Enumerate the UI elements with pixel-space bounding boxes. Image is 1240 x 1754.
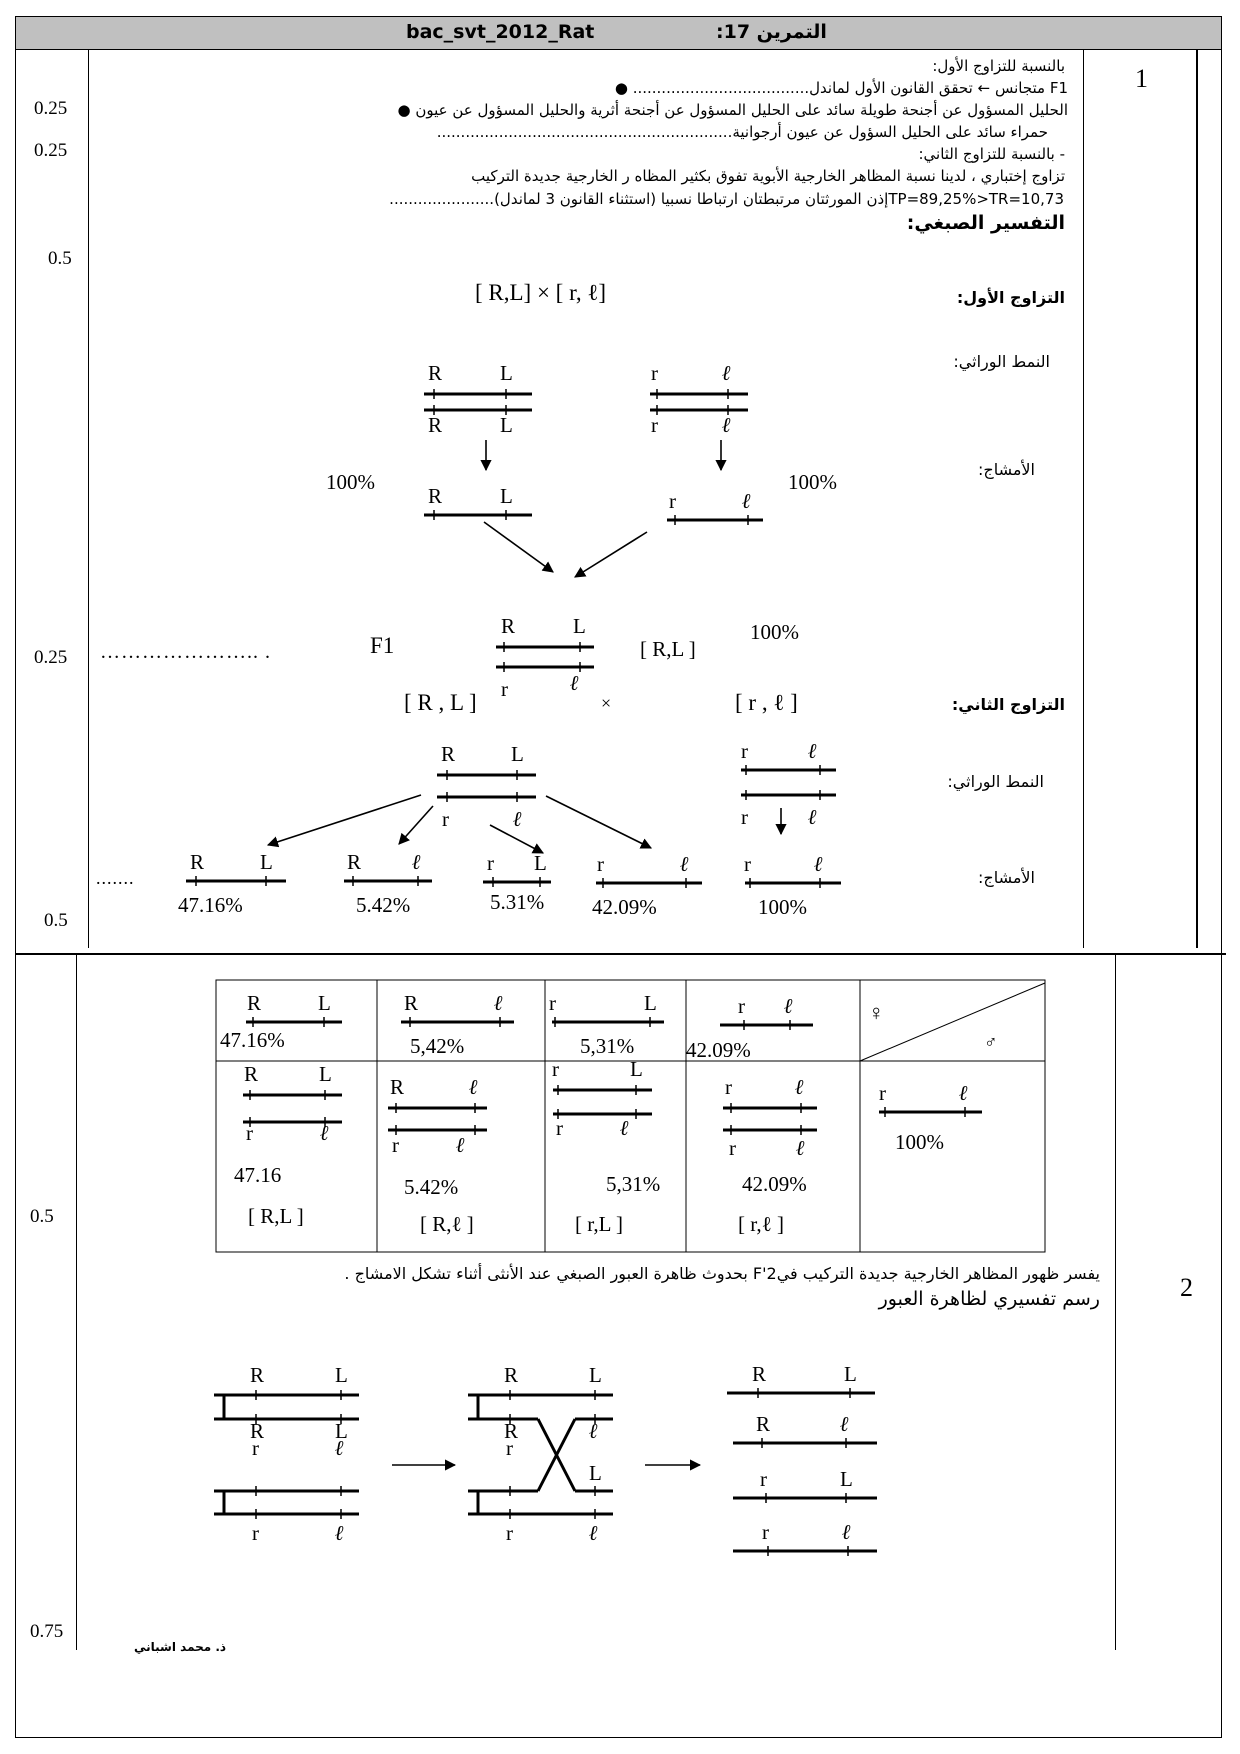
cross2-phenotype-right: [ r , ℓ ] [735,690,798,715]
allele-label: r [487,851,494,875]
allele-label: r [246,1121,253,1145]
question-number: 1 [1135,64,1148,93]
allele-label: ℓ [469,1075,478,1099]
allele-label: L [335,1363,348,1387]
allele-label: L [589,1461,602,1485]
allele-label: L [500,413,513,437]
allele-label: ℓ [722,413,731,437]
allele-label: L [319,1062,332,1086]
allele-label: R [428,484,443,508]
allele-label: L [644,991,657,1015]
allele-label: ℓ [335,1521,344,1545]
female-symbol: ♀ [868,1000,885,1025]
test-cross-text: تزاوج إختباري ، لدينا نسبة المظاهر الخارجية الأبوية تفوق بكثير المظاه ر الخارجية جديدة التركيب [471,167,1065,185]
allele-label: R [190,850,205,874]
cross2-label: التزاوج الثاني: [951,695,1065,714]
allele-label: r [762,1520,769,1544]
table-col-percent: 5,31% [580,1034,635,1058]
allele-label: r [252,1436,259,1460]
allele-label: r [597,852,604,876]
score: 0.25 [34,647,68,668]
table-col-percent: 47.16% [220,1028,285,1052]
score: 0.5 [44,910,68,931]
allele-label: ℓ [589,1521,598,1545]
allele-label: ℓ [808,739,817,763]
score: 0.5 [48,248,72,269]
allele-label: r [744,852,751,876]
interp-title: التفسير الصبغي: [906,212,1065,234]
allele-label: ℓ [784,994,793,1018]
table-cell-percent: 5.42% [404,1175,459,1199]
allele-label: ℓ [320,1121,329,1145]
cross2-times: × [601,693,612,713]
percent-100: 100% [326,470,375,494]
signature: ذ. محمد اشباني [134,1640,227,1654]
allele-label: ℓ [620,1116,629,1140]
gamete-percent: 5.42% [356,893,411,917]
allele-label: L [534,851,547,875]
allele-label: r [506,1521,513,1545]
percent-100: 100% [750,620,799,644]
table-col-percent: 42.09% [686,1038,751,1062]
score: 0.25 [34,140,68,161]
genotype-label: النمط الوراثي: [947,772,1044,791]
arrow [268,795,421,845]
allele-label: R [504,1419,519,1443]
allele-label: R [404,991,419,1015]
allele-label: ℓ [412,850,421,874]
allele-label: ℓ [680,852,689,876]
table-cell-phenotype: [ R,L ] [248,1204,304,1228]
gametes-dots: ....... [96,868,135,888]
allele-label: ℓ [840,1412,849,1436]
allele-label: L [589,1363,602,1387]
allele-label: ℓ [722,361,731,385]
allele-label: R [390,1075,405,1099]
q2-diagram-title: رسم تفسيري لظاهرة العبور [878,1288,1100,1310]
allele-label: R [752,1362,767,1386]
allele-label: R [441,742,456,766]
gamete-percent: 5.31% [490,890,545,914]
arrow [546,796,651,848]
allele-label: R [428,413,443,437]
allele-label: R [428,361,443,385]
table-cell-percent: 47.16 [234,1163,282,1187]
allele-label: r [501,677,508,701]
chromosome-drawing [186,361,982,1556]
q2-explanation: يفسر ظهور المظاهر الخارجية جديدة التركيب فيF'2 بحدوث ظاهرة العبور الصبغي عند الأنثى أثناء تشكل الامشاج . [344,1264,1100,1283]
allele-label: ℓ [842,1520,851,1544]
allele-label: r [506,1436,513,1460]
percent-100: 100% [788,470,837,494]
allele-label: R [244,1062,259,1086]
header-title: bac_svt_2012_Rat [406,21,595,43]
allele-label: ℓ [589,1419,598,1443]
table-cell-phenotype: [ r,ℓ ] [738,1212,784,1236]
allele-label: r [651,413,658,437]
allele-label: ℓ [513,807,522,831]
allele-label: r [729,1136,736,1160]
cross1-label: التزاوج الأول: [956,288,1065,307]
allele-label: L [840,1467,853,1491]
table-cell-phenotype: [ r,L ] [575,1212,623,1236]
allele-label: r [552,1057,559,1081]
allele-label: R [501,614,516,638]
allele-label: ℓ [795,1075,804,1099]
allele-label: r [549,991,556,1015]
allele-label: L [511,742,524,766]
gamete-label: الأمشاج: [977,460,1035,479]
allele-label: r [725,1075,732,1099]
f1-dots: ………………….. . [100,641,271,663]
score: 0.75 [30,1621,64,1642]
allele-label: R [250,1419,265,1443]
allele-label: r [741,739,748,763]
bullet-text: F1 متجانس ← تحقق القانون الأول لماندل..................................... ● [614,79,1068,97]
f1-phenotype: [ R,L ] [640,637,696,661]
second-cross-intro: - بالنسبة للتزاوج الثاني: [918,145,1065,163]
arrow [575,532,647,577]
allele-label: ℓ [796,1136,805,1160]
allele-label: R [247,991,262,1015]
table-male-percent: 100% [895,1130,944,1154]
table-cell-phenotype: [ R,ℓ ] [420,1212,474,1236]
allele-label: r [760,1467,767,1491]
table-col-percent: 5,42% [410,1034,465,1058]
score: 0.25 [34,98,68,119]
allele-label: R [504,1363,519,1387]
allele-label: ℓ [742,489,751,513]
allele-label: r [669,489,676,513]
arrow [484,522,553,572]
male-symbol: ♂ [984,1032,998,1052]
gamete-percent: 100% [758,895,807,919]
score: 0.5 [30,1206,54,1227]
genotype-label: النمط الوراثي: [953,352,1050,371]
allele-label: r [738,994,745,1018]
allele-label: ℓ [570,671,579,695]
cross2-phenotype-left: [ R , L ] [404,690,477,715]
allele-label: r [879,1081,886,1105]
allele-label: R [756,1412,771,1436]
gamete-percent: 42.09% [592,895,657,919]
header-exercise: التمرين 17: [716,21,827,43]
allele-label: ℓ [494,991,503,1015]
bullet-text: الحليل المسؤول عن أجنحة طويلة سائد على الحليل المسؤول عن أجنحة أثرية والحليل المسؤول عن عيون ● [397,101,1068,119]
question-number: 2 [1180,1273,1193,1302]
allele-label: ℓ [959,1081,968,1105]
allele-label: L [500,484,513,508]
allele-label: r [442,807,449,831]
allele-label: L [500,361,513,385]
allele-label: ℓ [808,805,817,829]
allele-label: ℓ [814,852,823,876]
allele-label: ℓ [335,1436,344,1460]
allele-label: R [347,850,362,874]
bullet-text: حمراء سائد على الحليل السؤول عن عيون أرجوانية.............................................................. [436,123,1048,141]
test-cross-text: TP=89,25%>TR=10,73إذن المورثتان مرتبطتان ارتباطا نسبيا (استثناء القانون 3 لماندل)...................... [389,190,1064,208]
allele-label: R [250,1363,265,1387]
allele-label: L [630,1057,643,1081]
allele-label: r [741,805,748,829]
arrow [399,806,433,844]
allele-label: r [651,361,658,385]
allele-label: L [573,614,586,638]
gamete-label: الأمشاج: [977,868,1035,887]
allele-label: r [392,1133,399,1157]
table-cell-percent: 42.09% [742,1172,807,1196]
allele-label: L [260,850,273,874]
allele-label: r [252,1521,259,1545]
allele-label: ℓ [456,1133,465,1157]
table-cell-percent: 5,31% [606,1172,661,1196]
allele-label: L [844,1362,857,1386]
allele-label: L [335,1419,348,1443]
first-cross-intro: بالنسبة للتزاوج الأول: [932,57,1065,75]
gamete-percent: 47.16% [178,893,243,917]
allele-label: r [556,1116,563,1140]
cross1-phenotypes: [ R,L] × [ r, ℓ] [475,280,607,305]
f1-label: F1 [370,633,395,658]
allele-label: L [318,991,331,1015]
